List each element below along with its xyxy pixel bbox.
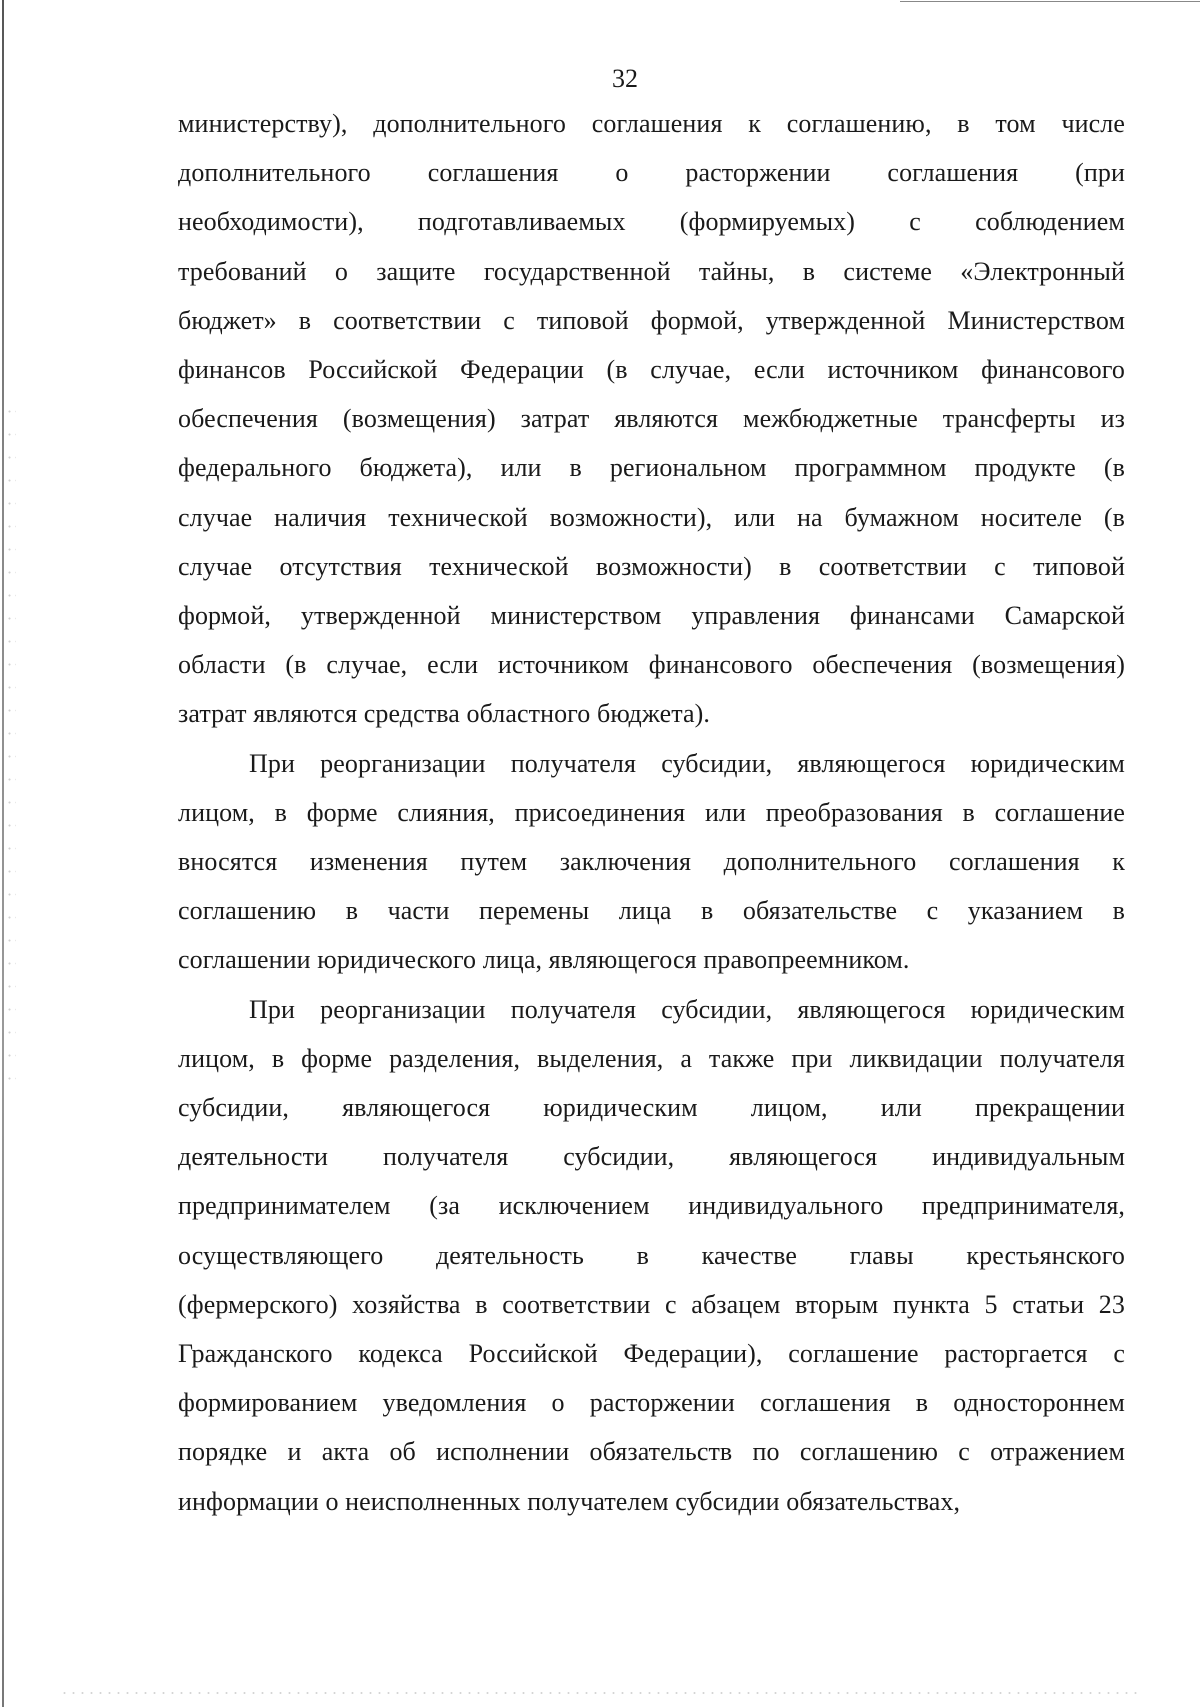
- scan-edge-artifact: [2, 0, 4, 1707]
- text-line: бюджет» в соответствии с типовой формой, утвержденной Министерством: [178, 305, 1125, 335]
- text-line: лицом, в форме разделения, выделения, а также при ликвидации получателя: [178, 1043, 1125, 1073]
- text-line: обеспечения (возмещения) затрат являются межбюджетные трансферты из: [178, 404, 1125, 434]
- text-line: дополнительного соглашения о расторжении соглашения (при: [178, 158, 1125, 188]
- text-line: При реорганизации получателя субсидии, являющегося юридическим: [249, 748, 1125, 778]
- text-line: (фермерского) хозяйства в соответствии с абзацем вторым пункта 5 статьи 23: [178, 1289, 1125, 1319]
- text-line: предпринимателем (за исключением индивидуального предпринимателя,: [178, 1191, 1125, 1221]
- text-line: Гражданского кодекса Российской Федерации), соглашение расторгается с: [178, 1339, 1125, 1369]
- page-number: 32: [612, 64, 638, 93]
- scan-top-line-artifact: [900, 1, 1200, 2]
- paragraph: [178, 739, 1125, 985]
- text-line: министерству), дополнительного соглашения к соглашению, в том числе: [178, 109, 1125, 138]
- text-line: информации о неисполненных получателем субсидии обязательствах,: [178, 1486, 961, 1516]
- text-line: соглашении юридического лица, являющегося правопреемником.: [178, 945, 910, 975]
- text-line: случае наличия технической возможности), или на бумажном носителе (в: [178, 502, 1125, 532]
- scan-noise-artifact: [6, 400, 16, 1100]
- text-line: осуществляющего деятельность в качестве главы крестьянского: [178, 1240, 1125, 1270]
- text-line: формированием уведомления о расторжении соглашения в одностороннем: [178, 1388, 1125, 1418]
- text-line: требований о защите государственной тайны, в системе «Электронный: [178, 256, 1125, 286]
- text-line: случае отсутствия технической возможности) в соответствии с типовой: [178, 551, 1125, 581]
- text-line: формой, утвержденной министерством управления финансами Самарской: [178, 601, 1125, 631]
- paragraph: [178, 985, 1125, 1526]
- text-line: финансов Российской Федерации (в случае, если источником финансового: [178, 355, 1125, 385]
- text-line: федерального бюджета), или в региональном программном продукте (в: [178, 453, 1125, 483]
- text-line: субсидии, являющегося юридическим лицом, или прекращении: [178, 1093, 1125, 1123]
- scan-bottom-noise-artifact: [60, 1690, 1140, 1696]
- text-line: области (в случае, если источником финансового обеспечения (возмещения): [178, 650, 1125, 680]
- text-line: При реорганизации получателя субсидии, являющегося юридическим: [249, 994, 1125, 1024]
- text-line: вносятся изменения путем заключения дополнительного соглашения к: [178, 847, 1125, 877]
- document-body: [178, 99, 1125, 1526]
- text-line: необходимости), подготавливаемых (формируемых) с соблюдением: [178, 207, 1125, 237]
- text-line: порядке и акта об исполнении обязательств по соглашению с отражением: [178, 1437, 1125, 1467]
- text-line: затрат являются средства областного бюджета).: [178, 699, 711, 729]
- text-line: деятельности получателя субсидии, являющегося индивидуальным: [178, 1142, 1125, 1172]
- paragraph: [178, 99, 1125, 739]
- text-line: лицом, в форме слияния, присоединения или преобразования в соглашение: [178, 797, 1125, 827]
- text-line: соглашению в части перемены лица в обязательстве с указанием в: [178, 896, 1125, 926]
